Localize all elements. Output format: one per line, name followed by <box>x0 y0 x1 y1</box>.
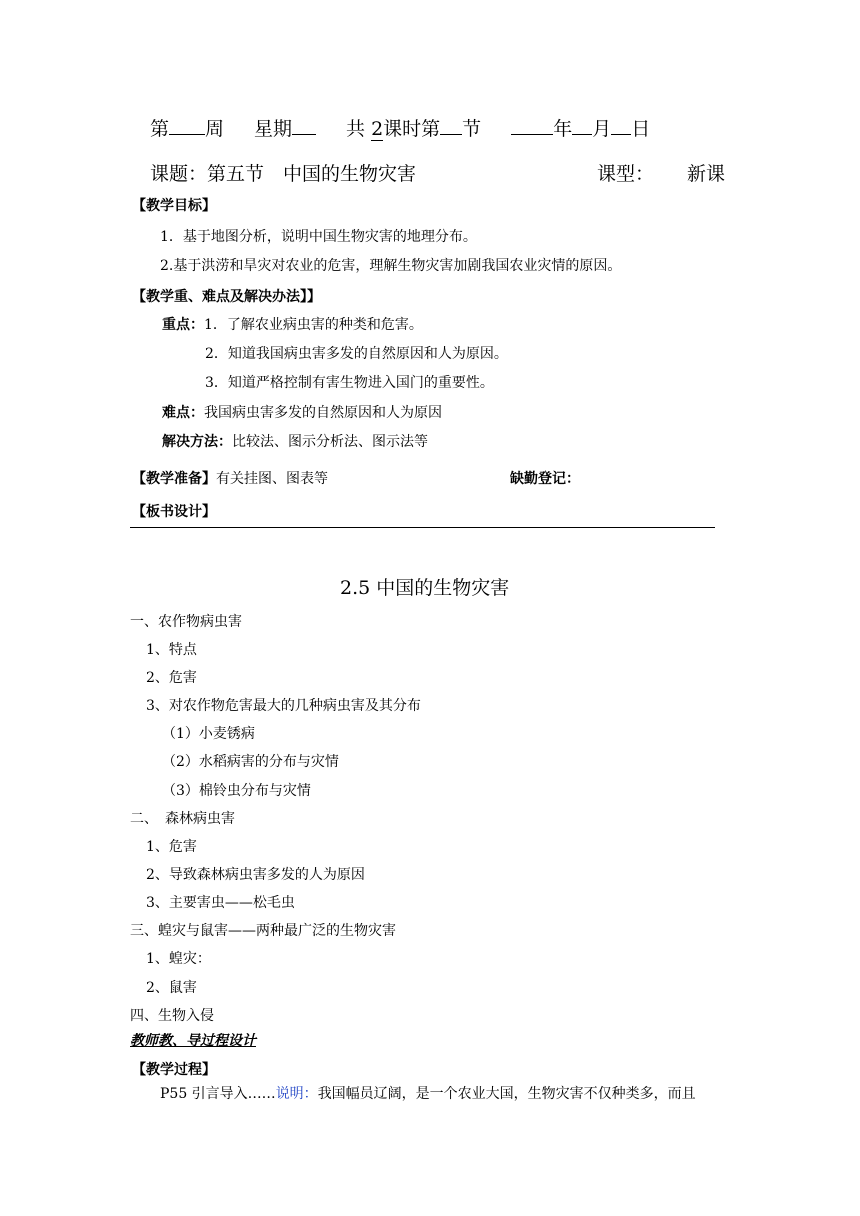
total-mid: 课时第 <box>383 118 441 140</box>
outline-item: 四、生物入侵 <box>130 1008 214 1024</box>
lesson-type-value: 新课 <box>687 163 726 185</box>
month-label: 月 <box>592 118 612 140</box>
month-blank[interactable] <box>572 116 592 135</box>
prep-row <box>132 468 328 488</box>
process-intro <box>160 1083 696 1103</box>
week-blank[interactable] <box>169 116 205 135</box>
outline-item: 2、危害 <box>146 670 197 686</box>
prep-text: 有关挂图、图表等 <box>216 471 328 487</box>
topic-label: 课题：第五节 中国的生物灾害 <box>150 163 417 185</box>
year-blank[interactable] <box>511 116 553 135</box>
outline-item: 一、农作物病虫害 <box>130 614 242 630</box>
focus-label: 重点： <box>162 317 204 333</box>
weekday-label: 星期 <box>254 118 293 140</box>
focus-item: 2．知道我国病虫害多发的自然原因和人为原因。 <box>205 346 508 362</box>
method-row <box>162 431 428 451</box>
intro-text: P55 引言导入…… <box>160 1086 276 1102</box>
goal-item: 1．基于地图分析，说明中国生物灾害的地理分布。 <box>160 229 477 245</box>
schedule-line <box>150 114 650 141</box>
goals-heading: 【教学目标】 <box>132 198 216 214</box>
total-prefix: 共 <box>346 118 366 140</box>
section-blank[interactable] <box>440 116 462 135</box>
difficulty-row <box>162 402 442 422</box>
outline-item: （2）水稻病害的分布与灾情 <box>162 754 339 770</box>
outline-item: （3）棉铃虫分布与灾情 <box>162 783 311 799</box>
year-label: 年 <box>553 118 573 140</box>
outline-item: 二、 森林病虫害 <box>130 811 235 827</box>
goal-item: 2.基于洪涝和旱灾对农业的危害，理解生物灾害加剧我国农业灾情的原因。 <box>160 258 622 274</box>
prep-heading: 【教学准备】 <box>132 471 216 487</box>
week-suffix: 周 <box>205 118 225 140</box>
board-divider <box>130 527 715 528</box>
outline-item: （1）小麦锈病 <box>162 726 255 742</box>
outline-item: 1、危害 <box>146 839 197 855</box>
difficulty-label: 难点： <box>162 405 204 421</box>
outline-item: 1、特点 <box>146 642 197 658</box>
focus-item: 1．了解农业病虫害的种类和危害。 <box>204 317 423 333</box>
process-heading: 【教学过程】 <box>132 1062 216 1078</box>
method-label: 解决方法： <box>162 434 232 450</box>
method-text: 比较法、图示分析法、图示法等 <box>232 434 428 450</box>
day-label: 日 <box>631 118 651 140</box>
outline-item: 3、主要害虫——松毛虫 <box>146 895 295 911</box>
explain-label: 说明： <box>275 1086 318 1102</box>
total-hours-value: 2 <box>371 118 384 140</box>
key-points-heading: 【教学重、难点及解决办法】】 <box>132 289 321 305</box>
day-blank[interactable] <box>611 116 631 135</box>
outline-item: 2、导致森林病虫害多发的人为原因 <box>146 867 365 883</box>
focus-item: 3．知道严格控制有害生物进入国门的重要性。 <box>205 375 494 391</box>
outline-item: 三、蝗灾与鼠害——两种最广泛的生物灾害 <box>130 923 396 939</box>
outline-item: 1、蝗灾： <box>146 951 211 967</box>
outline-item: 2、鼠害 <box>146 980 197 996</box>
total-suffix: 节 <box>462 118 482 140</box>
board-heading: 【板书设计】 <box>132 504 216 520</box>
focus-row <box>162 314 423 334</box>
difficulty-text: 我国病虫害多发的自然原因和人为原因 <box>204 405 442 421</box>
design-heading: 教师教、导过程设计 <box>130 1033 256 1049</box>
weekday-blank[interactable] <box>292 116 316 135</box>
board-title: 2.5 中国的生物灾害 <box>340 577 510 599</box>
week-prefix: 第 <box>150 118 170 140</box>
explain-text: 我国幅员辽阔，是一个农业大国，生物灾害不仅种类多，而且 <box>317 1086 696 1102</box>
lesson-type-label: 课型： <box>597 163 655 185</box>
outline-item: 3、对农作物危害最大的几种病虫害及其分布 <box>146 698 421 714</box>
absence-label: 缺勤登记： <box>510 471 580 487</box>
